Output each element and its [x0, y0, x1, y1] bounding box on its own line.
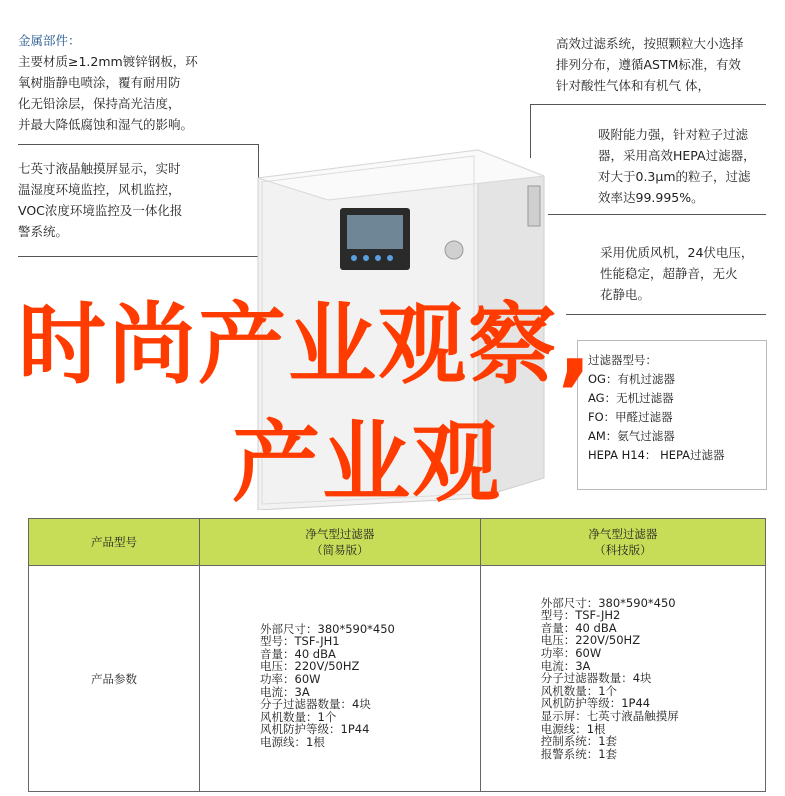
spec-line: 分子过滤器数量：4块: [260, 697, 371, 712]
spec-line: 风机防护等级：1P44: [540, 696, 651, 711]
header-simple-name: 净气型过滤器: [305, 527, 375, 541]
header-tech-name: 净气型过滤器: [588, 527, 658, 541]
note-fan: [600, 242, 753, 305]
note-line: 吸附能力强，针对粒子过滤: [598, 127, 749, 142]
note-line: 警系统。: [18, 224, 69, 239]
tech-spec-cell: [480, 566, 765, 792]
spec-line: 音量：40 dBA: [260, 646, 336, 661]
note-line: 七英寸液晶触摸屏显示，实时: [18, 161, 181, 176]
note-material: [18, 30, 198, 135]
note-line: 化无铅涂层，保持高光洁度，: [18, 96, 181, 111]
note-adsorption: [598, 124, 756, 208]
overlay-headline-line1: 时尚产业观察,: [18, 293, 594, 396]
note-line: 采用优质风机，24伏电压，: [600, 245, 754, 260]
filter-type-item: OG：有机过滤器: [588, 372, 675, 386]
spec-line: 电源线：1根: [260, 734, 325, 749]
note-line: 并最大降低腐蚀和湿气的影响。: [18, 117, 194, 132]
spec-line: 电流：3A: [540, 658, 591, 673]
spec-line: 电源线：1根: [540, 721, 606, 736]
spec-line: 型号：TSF-JH1: [260, 634, 340, 649]
header-tech-edition: （科技版）: [594, 543, 652, 557]
spec-line: 外部尺寸：380*590*450: [540, 595, 676, 610]
filter-type-item: AM：氨气过滤器: [588, 429, 675, 443]
table-row: [29, 566, 766, 792]
connector-line: [530, 104, 766, 105]
filter-types-box: [577, 340, 767, 490]
spec-line: 显示屏：七英寸液晶触摸屏: [540, 708, 679, 723]
spec-line: 功率：60W: [540, 646, 602, 661]
note-display: [18, 158, 182, 242]
spec-line: 分子过滤器数量：4块: [540, 671, 652, 686]
spec-line: 功率：60W: [260, 671, 321, 686]
spec-line: 型号：TSF-JH2: [540, 608, 621, 623]
connector-line: [18, 256, 258, 257]
note-line: VOC浓度环境监控及一体化报: [18, 203, 183, 218]
simple-spec-cell: [200, 566, 481, 792]
overlay-headline-line2: 产业观: [232, 411, 503, 514]
note-line: 效率达99.995%。: [598, 190, 704, 205]
spec-line: 电压：220V/50HZ: [260, 659, 360, 674]
spec-line: 外部尺寸：380*590*450: [260, 621, 395, 636]
spec-line: 报警系统：1套: [540, 746, 618, 761]
connector-line: [548, 214, 766, 215]
note-line: 对大于0.3μm的粒子，过滤: [598, 169, 751, 184]
spec-line: 电压：220V/50HZ: [540, 633, 641, 648]
connector-line: [566, 314, 766, 315]
note-line: 主要材质≥1.2mm镀锌钢板，环: [18, 54, 198, 69]
spec-line: 风机防护等级：1P44: [260, 722, 370, 737]
note-line: 性能稳定，超静音，无火: [600, 266, 738, 281]
header-model: 产品型号: [29, 519, 200, 566]
spec-line: 风机数量：1个: [540, 683, 618, 698]
note-line: 器，采用高效HEPA过滤器，: [598, 148, 756, 163]
note-line: 温湿度环境监控，风机监控，: [18, 182, 181, 197]
note-line: 高效过滤系统，按照颗粒大小选择: [556, 36, 744, 51]
table-header-row: [29, 519, 766, 566]
row-label: 产品参数: [29, 566, 200, 792]
connector-line: [18, 144, 258, 145]
filter-type-item: HEPA H14： HEPA过滤器: [588, 448, 725, 462]
note-filtration: [556, 33, 744, 96]
note-line: 氧树脂静电喷涂，覆有耐用防: [18, 75, 181, 90]
note-line: 花静电。: [600, 287, 651, 302]
filter-type-item: FO：甲醛过滤器: [588, 410, 673, 424]
filter-type-item: AG：无机过滤器: [588, 391, 674, 405]
header-tech: [480, 519, 765, 566]
spec-table: [28, 518, 766, 792]
spec-line: 控制系统：1套: [540, 734, 618, 749]
filter-types-title: 过滤器型号：: [588, 353, 657, 367]
spec-line: 风机数量：1个: [260, 709, 337, 724]
spec-line: 电流：3A: [260, 684, 310, 699]
spec-line: 音量：40 dBA: [540, 620, 617, 635]
header-simple: [200, 519, 481, 566]
note-material-title: 金属部件：: [18, 33, 81, 48]
note-line: 排列分布，遵循ASTM标准，有效: [556, 57, 741, 72]
header-simple-edition: （简易版）: [311, 543, 369, 557]
note-line: 针对酸性气体和有机气 体，: [556, 78, 710, 93]
